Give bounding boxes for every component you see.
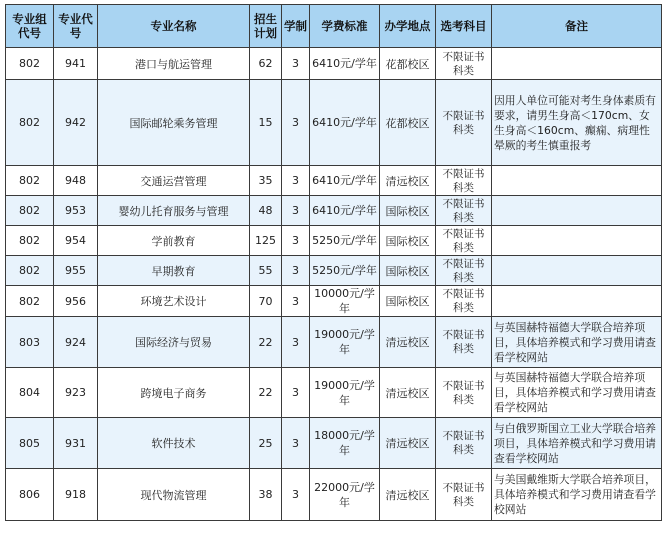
- fee-cell: 19000元/学年: [310, 368, 380, 418]
- header-years: 学制: [282, 5, 310, 48]
- note-cell: 与英国赫特福德大学联合培养项目，具体培养模式和学习费用请查看学校网站: [492, 317, 662, 368]
- table-row: [6, 80, 662, 166]
- table-body: [6, 48, 662, 521]
- major-name-cell: 国际经济与贸易: [98, 317, 250, 368]
- fee-cell: 22000元/学年: [310, 469, 380, 521]
- major-name-cell: 婴幼儿托育服务与管理: [98, 196, 250, 226]
- note-cell: [492, 256, 662, 286]
- header-major-name: 专业名称: [98, 5, 250, 48]
- major-code-cell: 918: [54, 469, 98, 521]
- campus-cell: 国际校区: [380, 226, 436, 256]
- fee-cell: 19000元/学年: [310, 317, 380, 368]
- major-name-cell: 交通运营管理: [98, 166, 250, 196]
- plan-cell: 55: [250, 256, 282, 286]
- major-name-cell: 软件技术: [98, 418, 250, 469]
- plan-cell: 25: [250, 418, 282, 469]
- major-name-cell: 港口与航运管理: [98, 48, 250, 80]
- note-cell: 与美国戴维斯大学联合培养项目，具体培养模式和学习费用请查看学校网站: [492, 469, 662, 521]
- major-name-cell: 环境艺术设计: [98, 286, 250, 317]
- table-row: [6, 317, 662, 368]
- plan-cell: 22: [250, 317, 282, 368]
- group-code-cell: 802: [6, 166, 54, 196]
- group-code-cell: 802: [6, 286, 54, 317]
- note-cell: [492, 226, 662, 256]
- subject-cell: 不限证书科类: [436, 48, 492, 80]
- major-code-cell: 956: [54, 286, 98, 317]
- subject-cell: 不限证书科类: [436, 226, 492, 256]
- fee-cell: 6410元/学年: [310, 196, 380, 226]
- fee-cell: 5250元/学年: [310, 226, 380, 256]
- note-cell: [492, 286, 662, 317]
- header-note: 备注: [492, 5, 662, 48]
- major-code-cell: 953: [54, 196, 98, 226]
- fee-cell: 18000元/学年: [310, 418, 380, 469]
- table-row: [6, 226, 662, 256]
- major-code-cell: 931: [54, 418, 98, 469]
- table-row: [6, 418, 662, 469]
- years-cell: 3: [282, 226, 310, 256]
- years-cell: 3: [282, 48, 310, 80]
- major-name-cell: 早期教育: [98, 256, 250, 286]
- note-cell: 与英国赫特福德大学联合培养项目，具体培养模式和学习费用请查看学校网站: [492, 368, 662, 418]
- note-cell: [492, 166, 662, 196]
- years-cell: 3: [282, 166, 310, 196]
- table-row: [6, 166, 662, 196]
- header-row: [6, 5, 662, 48]
- table-row: [6, 368, 662, 418]
- subject-cell: 不限证书科类: [436, 368, 492, 418]
- plan-cell: 22: [250, 368, 282, 418]
- major-code-cell: 954: [54, 226, 98, 256]
- table-row: [6, 48, 662, 80]
- group-code-cell: 805: [6, 418, 54, 469]
- campus-cell: 清远校区: [380, 317, 436, 368]
- plan-cell: 125: [250, 226, 282, 256]
- major-code-cell: 942: [54, 80, 98, 166]
- header-group-code: 专业组代号: [6, 5, 54, 48]
- group-code-cell: 803: [6, 317, 54, 368]
- plan-cell: 62: [250, 48, 282, 80]
- group-code-cell: 802: [6, 226, 54, 256]
- years-cell: 3: [282, 286, 310, 317]
- years-cell: 3: [282, 418, 310, 469]
- note-cell: 因用人单位可能对考生身体素质有要求，请男生身高＜170cm、女生身高＜160cm、癫痫、病理性晕厥的考生慎重报考: [492, 80, 662, 166]
- table-row: [6, 256, 662, 286]
- major-name-cell: 学前教育: [98, 226, 250, 256]
- major-name-cell: 国际邮轮乘务管理: [98, 80, 250, 166]
- years-cell: 3: [282, 317, 310, 368]
- enrollment-table: [5, 4, 662, 521]
- note-cell: [492, 48, 662, 80]
- major-code-cell: 948: [54, 166, 98, 196]
- plan-cell: 48: [250, 196, 282, 226]
- table-row: [6, 286, 662, 317]
- header-major-code: 专业代号: [54, 5, 98, 48]
- group-code-cell: 802: [6, 196, 54, 226]
- campus-cell: 国际校区: [380, 196, 436, 226]
- group-code-cell: 804: [6, 368, 54, 418]
- header-campus: 办学地点: [380, 5, 436, 48]
- plan-cell: 38: [250, 469, 282, 521]
- fee-cell: 5250元/学年: [310, 256, 380, 286]
- subject-cell: 不限证书科类: [436, 469, 492, 521]
- note-cell: [492, 196, 662, 226]
- campus-cell: 花都校区: [380, 48, 436, 80]
- campus-cell: 清远校区: [380, 469, 436, 521]
- campus-cell: 花都校区: [380, 80, 436, 166]
- fee-cell: 6410元/学年: [310, 48, 380, 80]
- years-cell: 3: [282, 256, 310, 286]
- header-subject: 选考科目: [436, 5, 492, 48]
- subject-cell: 不限证书科类: [436, 196, 492, 226]
- years-cell: 3: [282, 368, 310, 418]
- campus-cell: 国际校区: [380, 256, 436, 286]
- plan-cell: 35: [250, 166, 282, 196]
- plan-cell: 15: [250, 80, 282, 166]
- group-code-cell: 806: [6, 469, 54, 521]
- major-code-cell: 924: [54, 317, 98, 368]
- major-code-cell: 923: [54, 368, 98, 418]
- subject-cell: 不限证书科类: [436, 166, 492, 196]
- fee-cell: 10000元/学年: [310, 286, 380, 317]
- table-row: [6, 469, 662, 521]
- plan-cell: 70: [250, 286, 282, 317]
- campus-cell: 清远校区: [380, 368, 436, 418]
- subject-cell: 不限证书科类: [436, 317, 492, 368]
- major-name-cell: 跨境电子商务: [98, 368, 250, 418]
- major-code-cell: 955: [54, 256, 98, 286]
- table-row: [6, 196, 662, 226]
- years-cell: 3: [282, 196, 310, 226]
- years-cell: 3: [282, 469, 310, 521]
- major-code-cell: 941: [54, 48, 98, 80]
- campus-cell: 国际校区: [380, 286, 436, 317]
- subject-cell: 不限证书科类: [436, 418, 492, 469]
- note-cell: 与白俄罗斯国立工业大学联合培养项目，具体培养模式和学习费用请查看学校网站: [492, 418, 662, 469]
- subject-cell: 不限证书科类: [436, 80, 492, 166]
- fee-cell: 6410元/学年: [310, 80, 380, 166]
- group-code-cell: 802: [6, 256, 54, 286]
- fee-cell: 6410元/学年: [310, 166, 380, 196]
- campus-cell: 清远校区: [380, 166, 436, 196]
- subject-cell: 不限证书科类: [436, 286, 492, 317]
- campus-cell: 清远校区: [380, 418, 436, 469]
- subject-cell: 不限证书科类: [436, 256, 492, 286]
- header-plan: 招生计划: [250, 5, 282, 48]
- group-code-cell: 802: [6, 48, 54, 80]
- enrollment-table-container: [5, 4, 662, 521]
- major-name-cell: 现代物流管理: [98, 469, 250, 521]
- header-fee: 学费标准: [310, 5, 380, 48]
- group-code-cell: 802: [6, 80, 54, 166]
- years-cell: 3: [282, 80, 310, 166]
